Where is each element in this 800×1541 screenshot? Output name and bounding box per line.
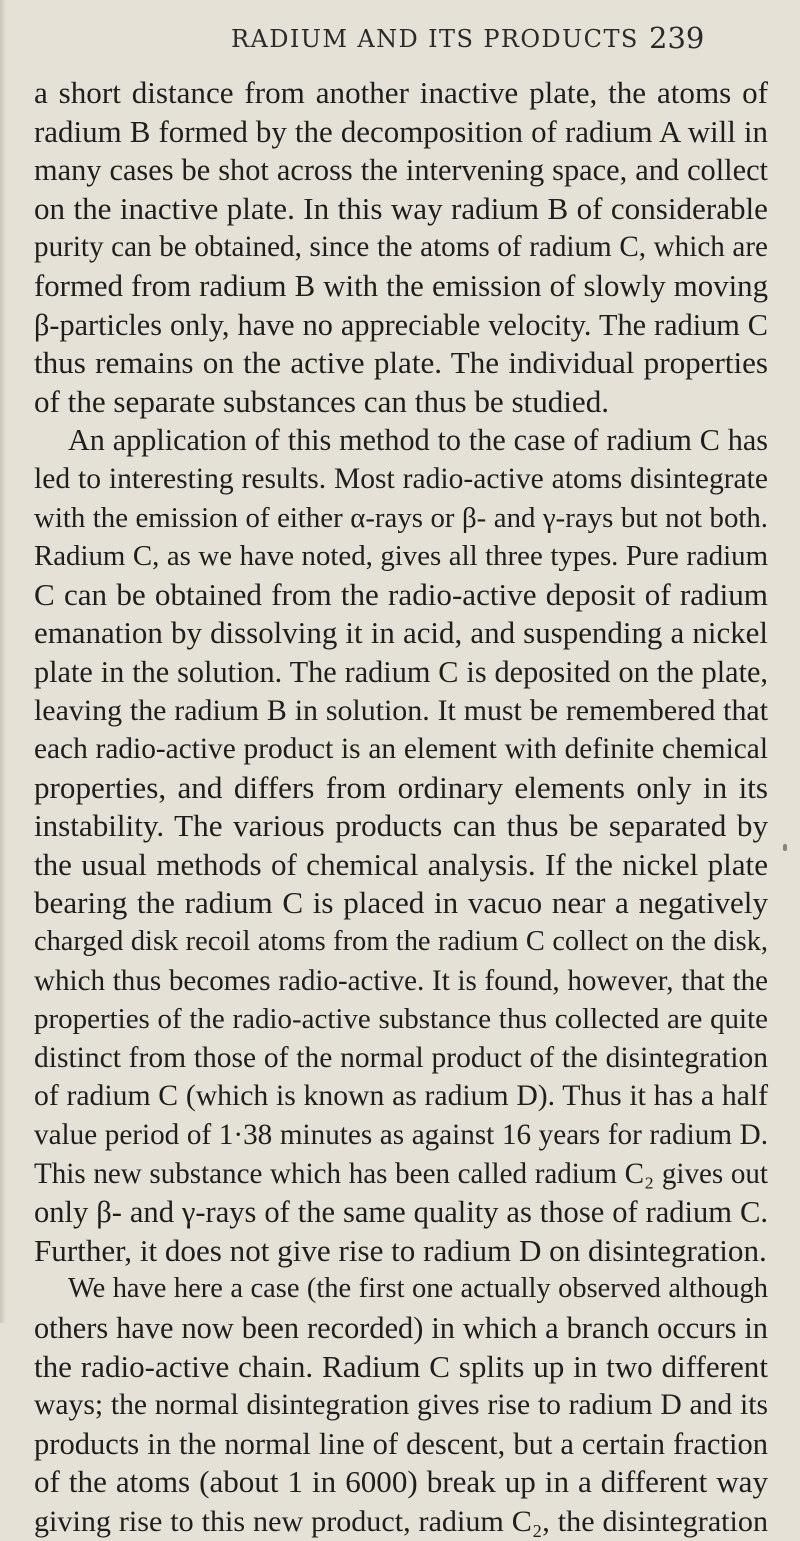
body-text (34, 74, 768, 1541)
text-line: a short distance from another inactive plate, the atoms of (34, 75, 768, 110)
text-line: properties of the radio-active substance thus collected are quite (34, 1003, 768, 1036)
text-line: products in the normal line of descent, but a certain fraction (34, 1426, 768, 1461)
text-line: of the atoms (about 1 in 6000) break up in a different way (34, 1464, 768, 1500)
text-line: formed from radium B with the emission of slowly moving (34, 268, 768, 303)
text-line: β-particles only, have no appreciable velocity. The radium C (34, 307, 768, 342)
margin-ink-speck (783, 844, 787, 851)
text-line: instability. The various products can thus be separated by (34, 808, 768, 844)
text-line: leaving the radium B in solution. It must be remembered that (34, 693, 768, 727)
text-line: giving rise to this new product, radium C₂, the disintegration (34, 1503, 768, 1538)
text-line: led to interesting results. Most radio-active atoms disintegrate (34, 462, 768, 495)
text-line: This new substance which has been called radium C₂ gives out (34, 1157, 768, 1190)
text-line: bearing the radium C is placed in vacuo near a negatively (34, 885, 768, 921)
text-line: radium B formed by the decomposition of radium A will in (34, 113, 768, 149)
text-line: of radium C (which is known as radium D). Thus it has a half (34, 1080, 768, 1113)
text-line: on the inactive plate. In this way radium B of considerable (34, 190, 768, 226)
text-line: charged disk recoil atoms from the radium C collect on the disk, (34, 926, 768, 958)
text-line: properties, and differs from ordinary elements only in its (34, 769, 768, 805)
text-line: thus remains on the active plate. The individual properties (34, 345, 768, 381)
running-head-title: RADIUM AND ITS PRODUCTS (231, 25, 639, 53)
text-line: emanation by dissolving it in acid, and suspending a nickel (34, 615, 768, 651)
page-edge-shadow (0, 0, 6, 1323)
text-line: distinct from those of the normal product of the disintegration (34, 1041, 768, 1074)
text-line: value period of 1·38 minutes as against 16 years for radium D. (34, 1119, 768, 1152)
running-head (231, 19, 781, 59)
text-line: C can be obtained from the radio-active deposit of radium (34, 576, 768, 612)
page-number: 239 (649, 21, 705, 55)
text-line: ways; the normal disintegration gives rise to radium D and its (34, 1389, 768, 1422)
text-line: plate in the solution. The radium C is deposited on the plate, (34, 654, 768, 689)
text-line: with the emission of either α-rays or β- and γ-rays but not both. (34, 501, 768, 534)
text-line: of the separate substances can thus be studied. (34, 383, 610, 419)
text-line: the usual methods of chemical analysis. If the nickel plate (34, 846, 768, 882)
text-line: each radio-active product is an element with definite chemical (34, 733, 768, 766)
text-line: Radium C, as we have noted, gives all three types. Pure radium (34, 540, 768, 573)
text-line: purity can be obtained, since the atoms of radium C, which are (34, 231, 768, 264)
text-line: which thus becomes radio-active. It is found, however, that the (34, 964, 768, 997)
text-line: the radio-active chain. Radium C splits up in two different (34, 1348, 768, 1384)
paragraph-start-line: We have here a case (the first one actually observed although (68, 1273, 768, 1305)
text-line: Further, it does not give rise to radium D on disintegration. (34, 1232, 767, 1268)
text-line: many cases be shot across the intervening space, and collect (34, 153, 768, 188)
paragraph-start-line: An application of this method to the case of radium C has (68, 423, 768, 458)
text-line: only β- and γ-rays of the same quality as those of radium C. (34, 1195, 768, 1230)
text-line: others have now been recorded) in which a branch occurs in (34, 1311, 768, 1345)
